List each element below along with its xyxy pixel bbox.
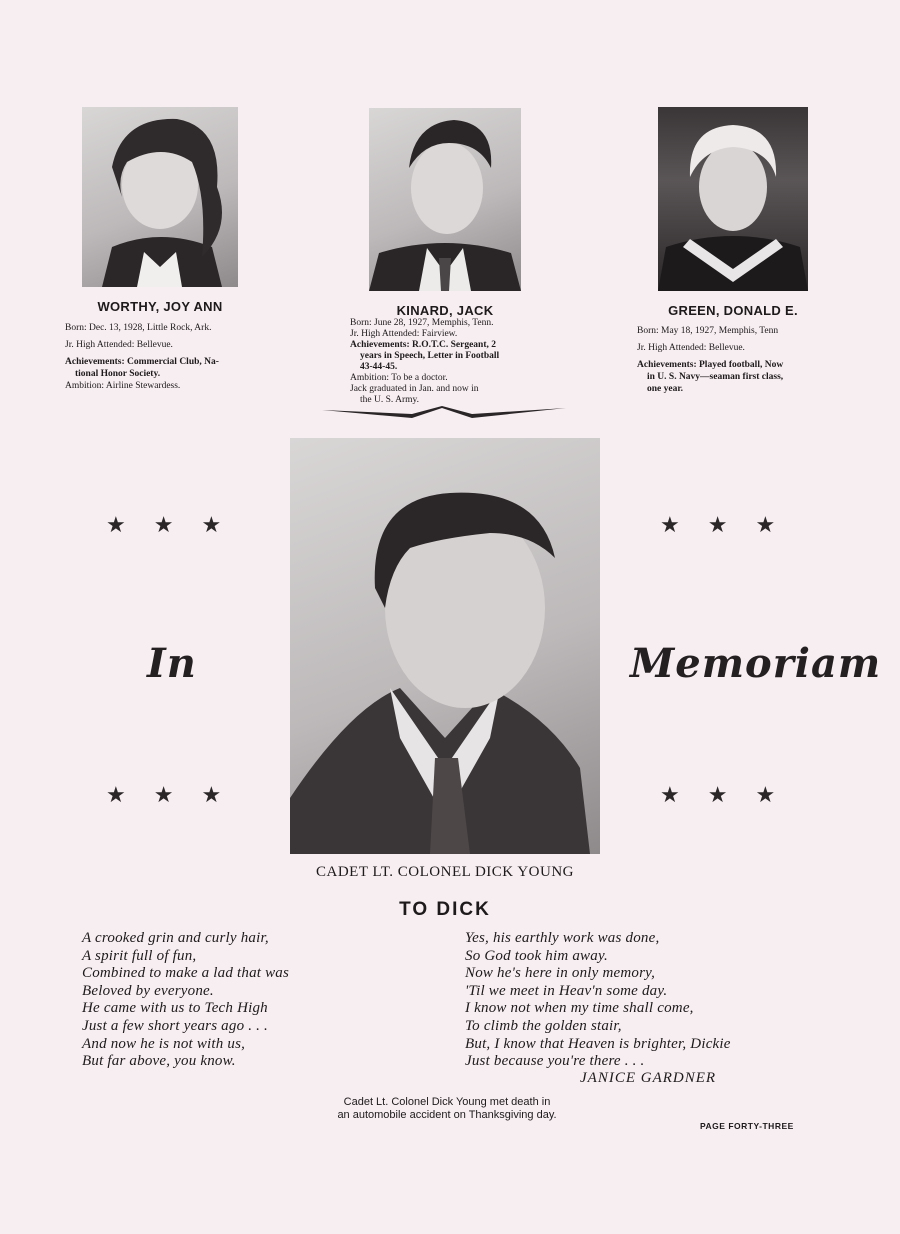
- student-bio: [65, 322, 265, 392]
- poem-line: Now he's here in only memory,: [465, 965, 656, 982]
- poem-line: Beloved by everyone.: [82, 982, 214, 999]
- lightning-divider-ornament: [322, 404, 566, 422]
- poem-right-stanza: [465, 930, 731, 1071]
- born-line: Born: Dec. 13, 1928, Little Rock, Ark.: [65, 323, 212, 333]
- poem-left-stanza: [82, 930, 289, 1071]
- footnote-line: an automobile accident on Thanksgiving day.: [337, 1109, 557, 1121]
- star-icon: ★: [153, 783, 174, 808]
- student-name: WORTHY, JOY ANN: [97, 299, 223, 314]
- star-icon: ★: [755, 513, 776, 538]
- portrait-photo-green: [658, 107, 808, 291]
- portrait-photo-kinard: [369, 108, 521, 291]
- star-icon: ★: [201, 783, 222, 808]
- ambition-line: Ambition: Airline Stewardess.: [65, 381, 181, 391]
- poem-line: He came with us to Tech High: [82, 1000, 268, 1017]
- star-icon: ★: [153, 513, 174, 538]
- poem-line: Yes, his earthly work was done,: [465, 930, 660, 946]
- achievements-line: tional Honor Society.: [75, 369, 161, 379]
- achievements-line: one year.: [647, 384, 684, 394]
- achievements-line: years in Speech, Letter in Football: [360, 351, 500, 361]
- jr-high-line: Jr. High Attended: Fairview.: [350, 329, 458, 339]
- poem-line: Combined to make a lad that was: [82, 965, 290, 982]
- poem-line: I know not when my time shall come,: [465, 1000, 694, 1017]
- poem-line: But, I know that Heaven is brighter, Dickie: [465, 1035, 731, 1052]
- memorial-footnote: [290, 1096, 604, 1122]
- note-line: the U. S. Army.: [360, 395, 420, 405]
- achievements-line: Achievements: R.O.T.C. Sergeant, 2: [350, 340, 496, 350]
- memorial-caption: CADET LT. COLONEL DICK YOUNG: [315, 864, 574, 880]
- poem-line: Just because you're there . . .: [465, 1053, 645, 1070]
- ambition-line: Ambition: To be a doctor.: [350, 373, 448, 383]
- star-icon: ★: [201, 513, 222, 538]
- star-icon: ★: [755, 783, 776, 808]
- born-line: Born: June 28, 1927, Memphis, Tenn.: [350, 318, 494, 328]
- portrait-photo-worthy: [82, 107, 238, 287]
- star-row: [660, 785, 775, 807]
- poem-line: But far above, you know.: [82, 1053, 236, 1070]
- star-icon: ★: [660, 513, 680, 538]
- star-icon: ★: [660, 783, 680, 808]
- star-icon: ★: [106, 783, 126, 808]
- poem-line: So God took him away.: [465, 947, 608, 964]
- student-bio: [350, 318, 550, 406]
- in-memoriam-right-word: Memoriam: [630, 640, 882, 687]
- star-row: [106, 515, 221, 537]
- jr-high-line: Jr. High Attended: Bellevue.: [65, 340, 173, 350]
- memorial-portrait-photo: [290, 438, 600, 854]
- poem-author: JANICE GARDNER: [580, 1070, 717, 1086]
- jr-high-line: Jr. High Attended: Bellevue.: [637, 343, 745, 353]
- star-icon: ★: [707, 513, 728, 538]
- student-name: GREEN, DONALD E.: [668, 303, 798, 318]
- in-memoriam-left-word: In: [147, 640, 197, 687]
- poem-line: A spirit full of fun,: [82, 947, 197, 964]
- star-row: [106, 785, 221, 807]
- achievements-line: in U. S. Navy—seaman first class,: [647, 372, 784, 382]
- footnote-line: Cadet Lt. Colonel Dick Young met death in: [343, 1096, 551, 1108]
- student-bio: [637, 325, 837, 395]
- achievements-line: Achievements: Commercial Club, Na-: [65, 357, 219, 367]
- poem-line: To climb the golden stair,: [465, 1017, 622, 1034]
- poem-line: A crooked grin and curly hair,: [82, 930, 269, 946]
- achievements-line: 43-44-45.: [360, 362, 398, 372]
- achievements-line: Achievements: Played football, Now: [637, 360, 784, 370]
- note-line: Jack graduated in Jan. and now in: [350, 384, 479, 394]
- student-name: KINARD, JACK: [396, 303, 494, 318]
- poem-line: Just a few short years ago . . .: [82, 1017, 268, 1034]
- star-icon: ★: [106, 513, 126, 538]
- star-row: [660, 515, 775, 537]
- born-line: Born: May 18, 1927, Memphis, Tenn: [637, 326, 779, 336]
- star-icon: ★: [707, 783, 728, 808]
- poem-line: And now he is not with us,: [82, 1035, 246, 1052]
- page-number: PAGE FORTY-THREE: [700, 1121, 794, 1131]
- poem-title: TO DICK: [399, 899, 491, 920]
- poem-line: 'Til we meet in Heav'n some day.: [465, 982, 668, 999]
